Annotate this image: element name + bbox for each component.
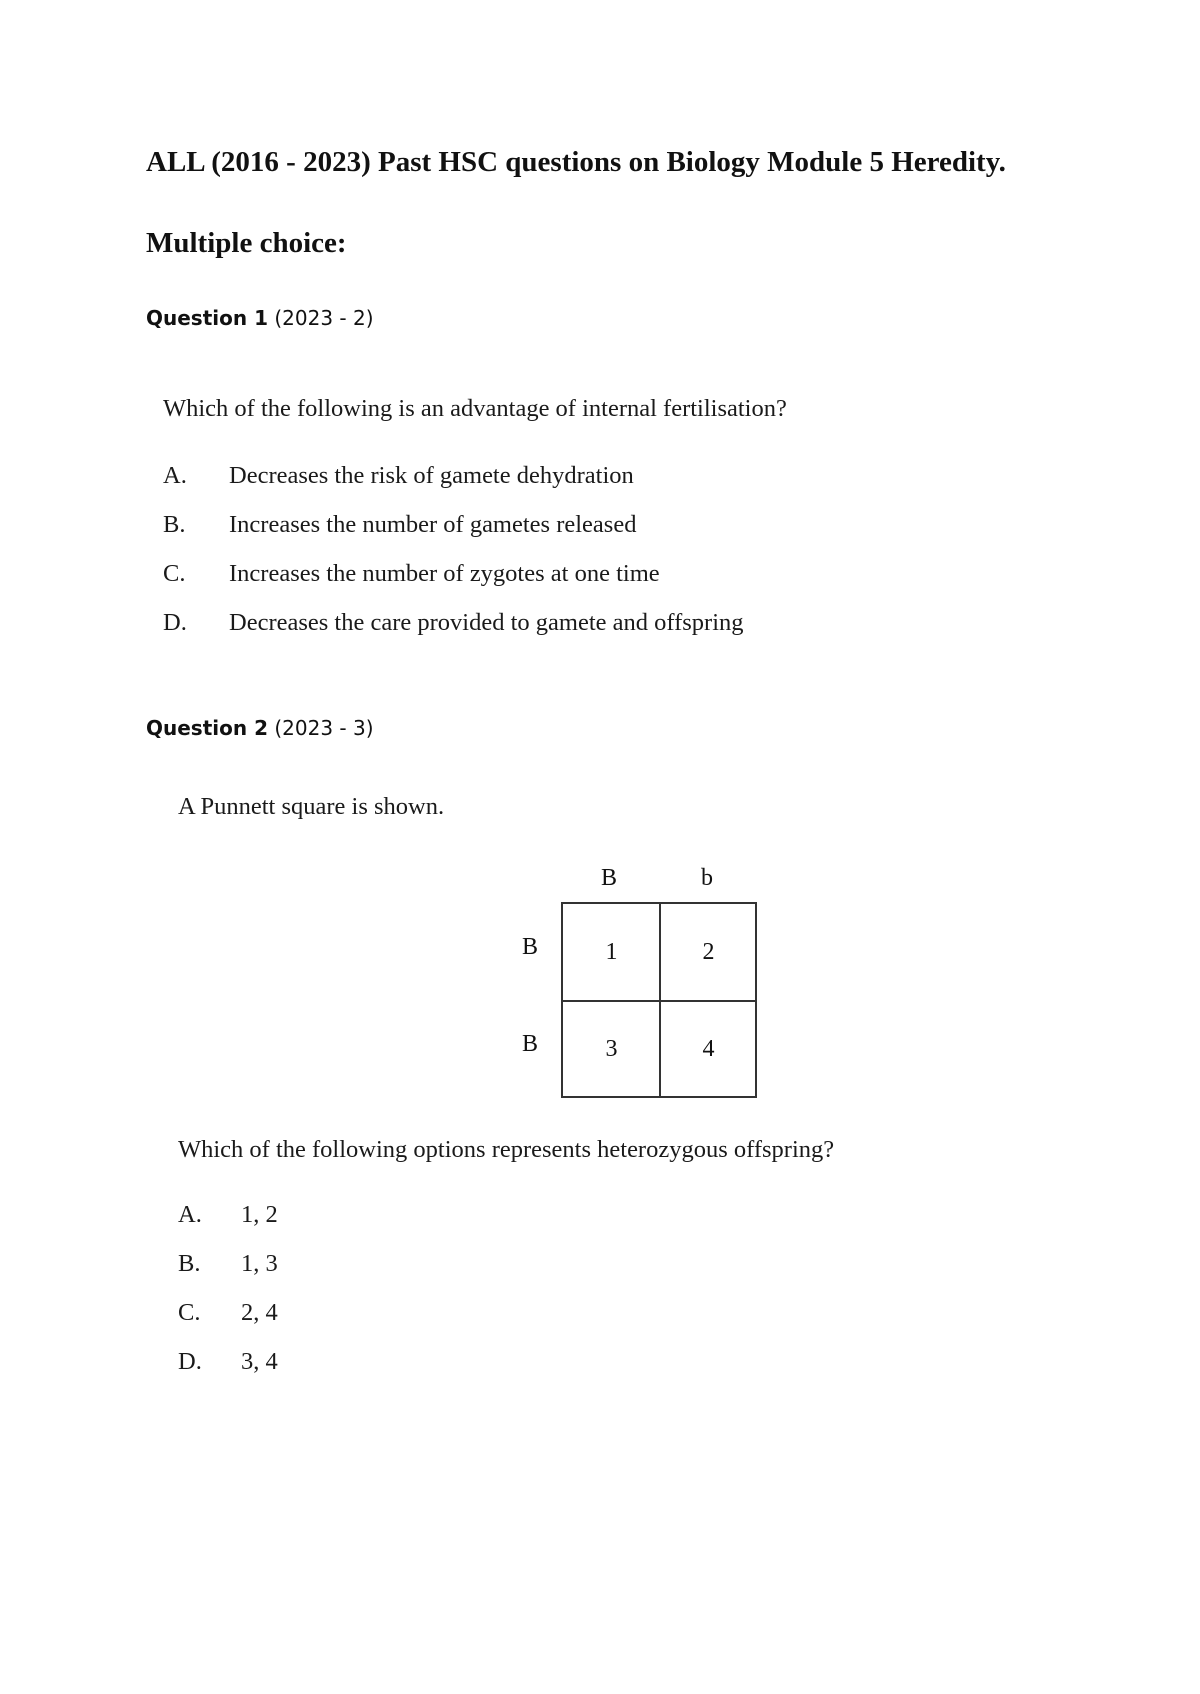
question-2-stem: A Punnett square is shown. xyxy=(178,793,445,820)
question-1-option-c xyxy=(163,560,863,590)
option-text: 1, 2 xyxy=(241,1201,278,1228)
punnett-cell: 4 xyxy=(702,1036,715,1062)
punnett-row-header: B xyxy=(521,934,538,960)
question-2-option-b xyxy=(178,1250,478,1280)
option-letter: C. xyxy=(178,1299,201,1326)
punnett-cell: 2 xyxy=(702,939,715,965)
question-number: Question 1 xyxy=(146,306,268,330)
option-letter: A. xyxy=(163,462,187,489)
option-letter: D. xyxy=(163,609,187,636)
punnett-col-header: b xyxy=(701,865,713,891)
question-2-prompt: Which of the following options represents heterozygous offspring? xyxy=(178,1136,835,1163)
option-letter: B. xyxy=(163,511,186,538)
question-1-label xyxy=(146,306,374,330)
punnett-row-header: B xyxy=(521,1031,538,1057)
option-letter: A. xyxy=(178,1201,202,1228)
question-2-option-a xyxy=(178,1201,478,1231)
question-1-option-a xyxy=(163,462,863,492)
option-text: Decreases the care provided to gamete and offspring xyxy=(229,609,744,636)
punnett-cell: 1 xyxy=(605,939,618,965)
option-text: 3, 4 xyxy=(241,1348,278,1375)
option-letter: D. xyxy=(178,1348,202,1375)
option-text: Decreases the risk of gamete dehydration xyxy=(229,462,634,489)
question-2-option-c xyxy=(178,1299,478,1329)
question-1-stem: Which of the following is an advantage of internal fertilisation? xyxy=(163,395,787,422)
question-2-label xyxy=(146,716,374,740)
question-reference: (2023 - 3) xyxy=(274,716,374,740)
option-letter: C. xyxy=(163,560,186,587)
option-text: 2, 4 xyxy=(241,1299,278,1326)
question-reference: (2023 - 2) xyxy=(274,306,374,330)
option-letter: B. xyxy=(178,1250,201,1277)
punnett-grid xyxy=(561,902,757,1098)
punnett-cell: 3 xyxy=(605,1036,618,1062)
punnett-square xyxy=(510,860,770,1100)
option-text: Increases the number of zygotes at one time xyxy=(229,560,660,587)
question-number: Question 2 xyxy=(146,716,268,740)
option-text: 1, 3 xyxy=(241,1250,278,1277)
question-1-option-d xyxy=(163,609,863,639)
option-text: Increases the number of gametes released xyxy=(229,511,637,538)
question-1-option-b xyxy=(163,511,863,541)
punnett-col-header: B xyxy=(600,865,617,891)
section-heading: Multiple choice: xyxy=(146,227,347,259)
document-title: ALL (2016 - 2023) Past HSC questions on Biology Module 5 Heredity. xyxy=(146,146,1006,178)
question-2-option-d xyxy=(178,1348,478,1378)
